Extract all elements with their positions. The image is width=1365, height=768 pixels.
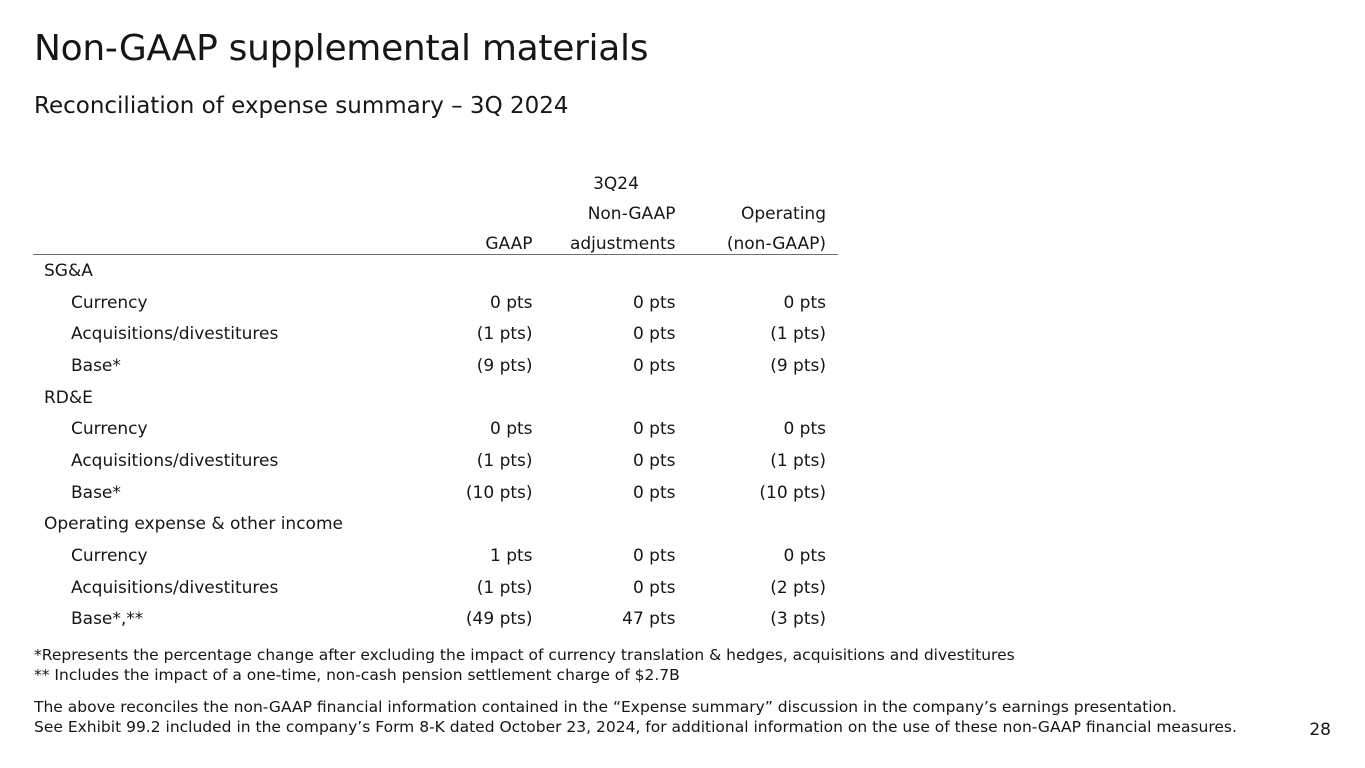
page-number: 28 xyxy=(1309,720,1331,740)
disclaimer-line-1: The above reconciles the non-GAAP financial information contained in the “Expense summary” discussion in the company’s earnings presentation. xyxy=(34,698,1177,716)
section-row xyxy=(33,255,838,287)
gaap-value: (1 pts) xyxy=(476,450,533,471)
disclaimer xyxy=(34,697,1237,737)
disclaimer-line-2: See Exhibit 99.2 included in the company’s Form 8-K dated October 23, 2024, for additional information on the use of these non-GAAP financial measures. xyxy=(34,718,1237,736)
gaap-value: (1 pts) xyxy=(476,324,533,345)
table-row xyxy=(33,287,838,319)
gaap-header: GAAP xyxy=(420,224,544,255)
footnote-1: *Represents the percentage change after excluding the impact of currency translation & hedges, acquisitions and divestitures xyxy=(34,646,1015,664)
page-subtitle: Reconciliation of expense summary – 3Q 2024 xyxy=(34,93,569,119)
table-row xyxy=(33,604,838,636)
section-label: Operating expense & other income xyxy=(44,514,343,535)
table-row xyxy=(33,318,838,350)
gaap-value: (10 pts) xyxy=(465,482,533,503)
section-label: SG&A xyxy=(44,260,93,281)
operating-value: 0 pts xyxy=(783,419,826,440)
row-label: Acquisitions/divestitures xyxy=(71,324,279,345)
row-label: Acquisitions/divestitures xyxy=(71,450,279,471)
period-header: 3Q24 xyxy=(593,174,639,194)
gaap-value: (9 pts) xyxy=(476,355,533,376)
table-row xyxy=(33,572,838,604)
gaap-value: 0 pts xyxy=(489,292,533,313)
row-label: Base*,** xyxy=(71,609,144,630)
gaap-value: 0 pts xyxy=(489,419,533,440)
adjustment-value: 0 pts xyxy=(632,450,676,471)
section-row xyxy=(33,382,838,414)
adjustments-header-line1: Non-GAAP xyxy=(587,204,676,224)
adjustment-value: 0 pts xyxy=(632,577,676,598)
row-label: Currency xyxy=(71,546,148,567)
footnote-2: ** Includes the impact of a one-time, non-cash pension settlement charge of $2.7B xyxy=(34,666,680,684)
operating-header-line1: Operating xyxy=(741,204,826,224)
gaap-value: (49 pts) xyxy=(465,609,533,630)
operating-value: (10 pts) xyxy=(759,482,826,503)
footnotes xyxy=(34,645,1015,685)
operating-value: (3 pts) xyxy=(770,609,826,630)
operating-header-line2: (non-GAAP) xyxy=(688,224,839,255)
page-title: Non-GAAP supplemental materials xyxy=(34,28,649,69)
operating-value: (1 pts) xyxy=(770,324,826,345)
reconciliation-table xyxy=(33,164,838,635)
row-label: Acquisitions/divestitures xyxy=(71,577,279,598)
table-row xyxy=(33,477,838,509)
section-row xyxy=(33,509,838,541)
adjustment-value: 0 pts xyxy=(632,292,676,313)
row-label: Currency xyxy=(71,419,148,440)
operating-value: 0 pts xyxy=(783,292,826,313)
table-row xyxy=(33,413,838,445)
table-body xyxy=(33,255,838,636)
section-label: RD&E xyxy=(44,387,93,408)
adjustment-value: 0 pts xyxy=(632,482,676,503)
adjustment-value: 0 pts xyxy=(632,355,676,376)
operating-value: (2 pts) xyxy=(770,577,826,598)
adjustment-value: 0 pts xyxy=(632,419,676,440)
table-row xyxy=(33,445,838,477)
operating-value: 0 pts xyxy=(783,546,826,567)
adjustments-header-line2: adjustments xyxy=(545,224,688,255)
table-row xyxy=(33,350,838,382)
adjustment-value: 0 pts xyxy=(632,546,676,567)
operating-value: (9 pts) xyxy=(770,355,826,376)
table-row xyxy=(33,540,838,572)
table-header xyxy=(33,164,838,255)
operating-value: (1 pts) xyxy=(770,450,826,471)
gaap-value: (1 pts) xyxy=(476,577,533,598)
adjustment-value: 0 pts xyxy=(632,324,676,345)
adjustment-value: 47 pts xyxy=(622,609,676,630)
row-label: Base* xyxy=(71,355,121,376)
row-label: Currency xyxy=(71,292,148,313)
gaap-value: 1 pts xyxy=(489,546,533,567)
row-label: Base* xyxy=(71,482,121,503)
